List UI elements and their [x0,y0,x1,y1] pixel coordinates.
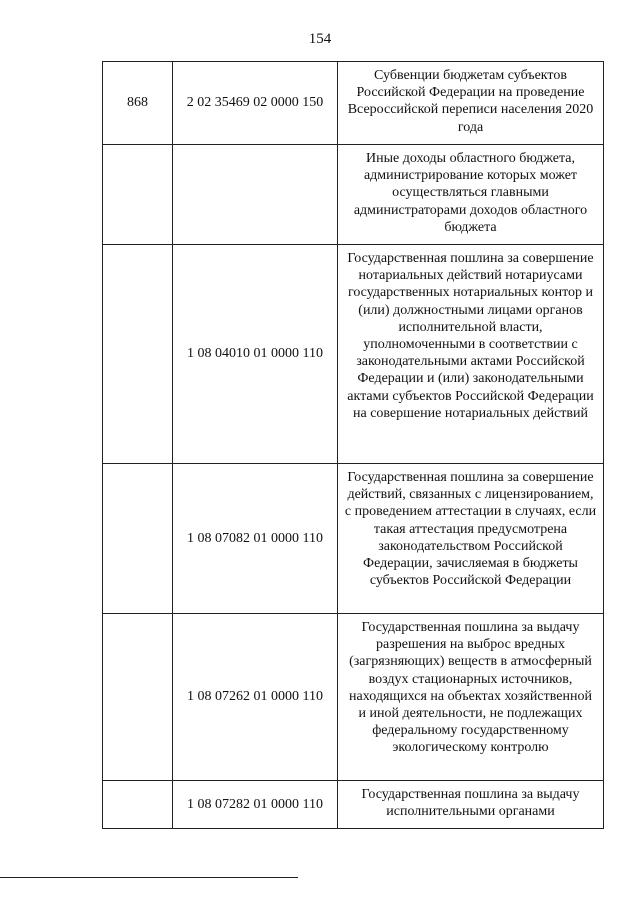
footnote-separator [0,877,298,878]
admin-code-cell: 868 [103,62,173,145]
revenue-code-cell [173,145,338,245]
revenue-description-cell: Иные доходы областного бюджета, администрирование которых может осуществляться главными администраторами доходов областного бюджета [338,145,604,245]
admin-code-cell [103,464,173,614]
revenue-description-cell: Государственная пошлина за выдачу исполнительными органами [338,781,604,829]
revenue-description-cell: Государственная пошлина за выдачу разрешения на выброс вредных (загрязняющих) веществ в атмосферный воздух стационарных источников, находящихся на объектах хозяйственной и иной деятельности, не подлежащих федеральному государственному экологическому контролю [338,614,604,781]
table-row [103,245,604,464]
table-row [103,62,604,145]
admin-code-cell [103,781,173,829]
admin-code-cell [103,145,173,245]
page-number: 154 [308,31,332,47]
revenue-code-cell: 1 08 04010 01 0000 110 [173,245,338,464]
revenue-description-cell: Государственная пошлина за совершение нотариальных действий нотариусами государственных нотариальных контор и (или) должностными лицами органов исполнительной власти, уполномоченными в соответствии с законодательными актами Российской Федерации и (или) законодательными актами субъектов Российской Федерации на совершение нотариальных действий [338,245,604,464]
revenue-description-cell: Субвенции бюджетам субъектов Российской Федерации на проведение Всероссийской переписи населения 2020 года [338,62,604,145]
revenue-description-cell: Государственная пошлина за совершение действий, связанных с лицензированием, с проведением аттестации в случаях, если такая аттестация предусмотрена законодательством Российской Федерации, зачисляемая в бюджеты субъектов Российской Федерации [338,464,604,614]
revenue-code-cell: 1 08 07262 01 0000 110 [173,614,338,781]
revenue-code-cell: 2 02 35469 02 0000 150 [173,62,338,145]
revenue-code-cell: 1 08 07282 01 0000 110 [173,781,338,829]
table-row [103,614,604,781]
table-row [103,781,604,829]
table-row [103,464,604,614]
table-row [103,145,604,245]
revenue-codes-table [102,61,604,829]
admin-code-cell [103,245,173,464]
admin-code-cell [103,614,173,781]
revenue-code-cell: 1 08 07082 01 0000 110 [173,464,338,614]
